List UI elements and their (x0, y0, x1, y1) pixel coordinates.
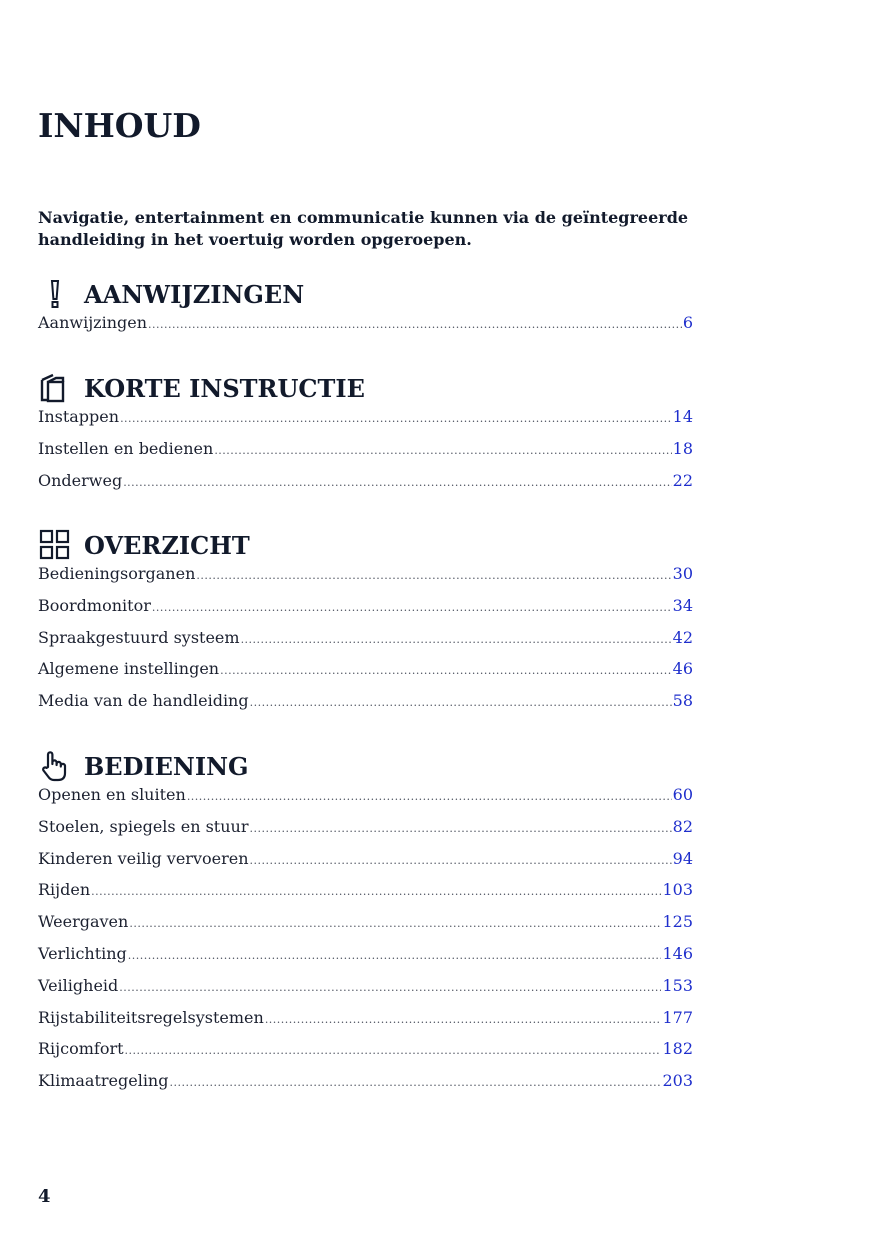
toc-page-link[interactable]: 30 (672, 564, 693, 583)
hand-pointer-icon (38, 749, 72, 783)
toc-entry-label: Openen en sluiten (38, 785, 186, 804)
section-title: KORTE INSTRUCTIE (84, 373, 365, 403)
toc-page-link[interactable]: 153 (662, 975, 693, 995)
toc-entry[interactable] (38, 880, 693, 912)
section-header (38, 371, 693, 405)
toc-entry[interactable] (38, 628, 693, 660)
toc-page-link[interactable]: 177 (662, 1007, 693, 1027)
toc-entry[interactable] (38, 817, 693, 849)
toc-entry-label: Algemene instellingen (38, 659, 220, 679)
section-overzicht (38, 528, 693, 723)
pages-icon (38, 371, 72, 405)
page-title: INHOUD (38, 106, 201, 145)
toc-page-link[interactable]: 203 (662, 1071, 693, 1091)
toc-page-link[interactable]: 46 (672, 659, 693, 679)
toc-list (38, 785, 693, 1103)
toc-leader-dots (169, 1076, 661, 1089)
toc-entry-label: Bedieningsorganen (38, 564, 196, 583)
toc-entry-label: Rijden (38, 880, 91, 900)
toc-entry[interactable] (38, 912, 693, 944)
toc-list (38, 313, 693, 345)
toc-entry[interactable] (38, 313, 693, 345)
toc-entry-label: Weergaven (38, 912, 129, 932)
toc-entry-label: Boordmonitor (38, 595, 151, 615)
toc-entry-label: Rijstabiliteitsregelsystemen (38, 1007, 264, 1027)
section-title: OVERZICHT (84, 530, 250, 560)
toc-entry-label: Klimaatregeling (38, 1071, 169, 1091)
toc-leader-dots (250, 854, 672, 867)
toc-page-link[interactable]: 18 (672, 438, 693, 458)
toc-entry[interactable] (38, 407, 693, 439)
page-number: 4 (38, 1186, 51, 1207)
toc-leader-dots (123, 476, 671, 489)
intro-text: Navigatie, entertainment en communicatie kunnen via de geïntegreerde handleiding in het voertuig worden opgeroepen. (38, 208, 689, 249)
toc-leader-dots (249, 822, 671, 835)
toc-entry-label: Instappen (38, 407, 120, 426)
toc-leader-dots (187, 790, 672, 803)
toc-entry[interactable] (38, 849, 693, 881)
toc-entry[interactable] (38, 564, 693, 596)
toc-list (38, 564, 693, 723)
toc-entry-label: Spraakgestuurd systeem (38, 627, 240, 647)
section-title: BEDIENING (84, 751, 249, 781)
toc-page-link[interactable]: 82 (672, 816, 693, 836)
toc-entry[interactable] (38, 1039, 693, 1071)
section-bediening (38, 749, 693, 1103)
toc-leader-dots (119, 981, 661, 994)
toc-list (38, 407, 693, 502)
toc-page-link[interactable]: 60 (672, 785, 693, 804)
toc-leader-dots (120, 412, 672, 425)
toc-entry-label: Rijcomfort (38, 1039, 124, 1059)
toc-entry-label: Onderweg (38, 470, 123, 490)
toc-page-link[interactable]: 14 (672, 407, 693, 426)
toc-leader-dots (265, 1013, 662, 1026)
toc-entry[interactable] (38, 691, 693, 723)
toc-leader-dots (125, 1044, 662, 1057)
toc-leader-dots (196, 569, 671, 582)
toc-leader-dots (148, 318, 682, 331)
toc-entry-label: Stoelen, spiegels en stuur (38, 816, 249, 836)
toc-entry[interactable] (38, 439, 693, 471)
toc-leader-dots (214, 444, 671, 457)
toc-page-link[interactable]: 6 (682, 313, 693, 332)
section-korte-instructie (38, 371, 693, 502)
section-aanwijzingen (38, 277, 693, 345)
toc-leader-dots (241, 633, 672, 646)
toc-page-link[interactable]: 22 (672, 470, 693, 490)
toc-entry-label: Instellen en bedienen (38, 438, 214, 458)
section-header (38, 749, 693, 783)
toc-page-link[interactable]: 103 (662, 880, 693, 900)
toc-entry[interactable] (38, 1008, 693, 1040)
toc-entry[interactable] (38, 596, 693, 628)
toc-entry[interactable] (38, 471, 693, 503)
toc-leader-dots (91, 885, 661, 898)
grid-icon (38, 528, 72, 562)
toc-entry[interactable] (38, 785, 693, 817)
toc-entry-label: Kinderen veilig vervoeren (38, 848, 249, 868)
toc-page-link[interactable]: 94 (672, 848, 693, 868)
toc-page-link[interactable]: 42 (672, 627, 693, 647)
toc-page-link[interactable]: 182 (662, 1039, 693, 1059)
exclamation-icon (38, 277, 72, 311)
toc-page-link[interactable]: 146 (662, 943, 693, 963)
toc-entry[interactable] (38, 1071, 693, 1103)
toc-entry-label: Media van de handleiding (38, 691, 249, 711)
toc-page-link[interactable]: 58 (672, 691, 693, 711)
section-header (38, 277, 693, 311)
toc-entry[interactable] (38, 659, 693, 691)
toc-leader-dots (128, 949, 662, 962)
toc-leader-dots (129, 917, 661, 930)
toc-entry-label: Veiligheid (38, 975, 119, 995)
section-title: AANWIJZINGEN (84, 279, 305, 309)
toc-leader-dots (152, 601, 672, 614)
toc-entry-label: Verlichting (38, 943, 127, 963)
toc-entry[interactable] (38, 944, 693, 976)
toc-page-link[interactable]: 125 (662, 912, 693, 932)
toc-entry[interactable] (38, 976, 693, 1008)
section-header (38, 528, 693, 562)
toc-entry-label: Aanwijzingen (38, 313, 148, 332)
toc-page-link[interactable]: 34 (672, 595, 693, 615)
toc-leader-dots (250, 696, 672, 709)
toc-leader-dots (220, 664, 672, 677)
